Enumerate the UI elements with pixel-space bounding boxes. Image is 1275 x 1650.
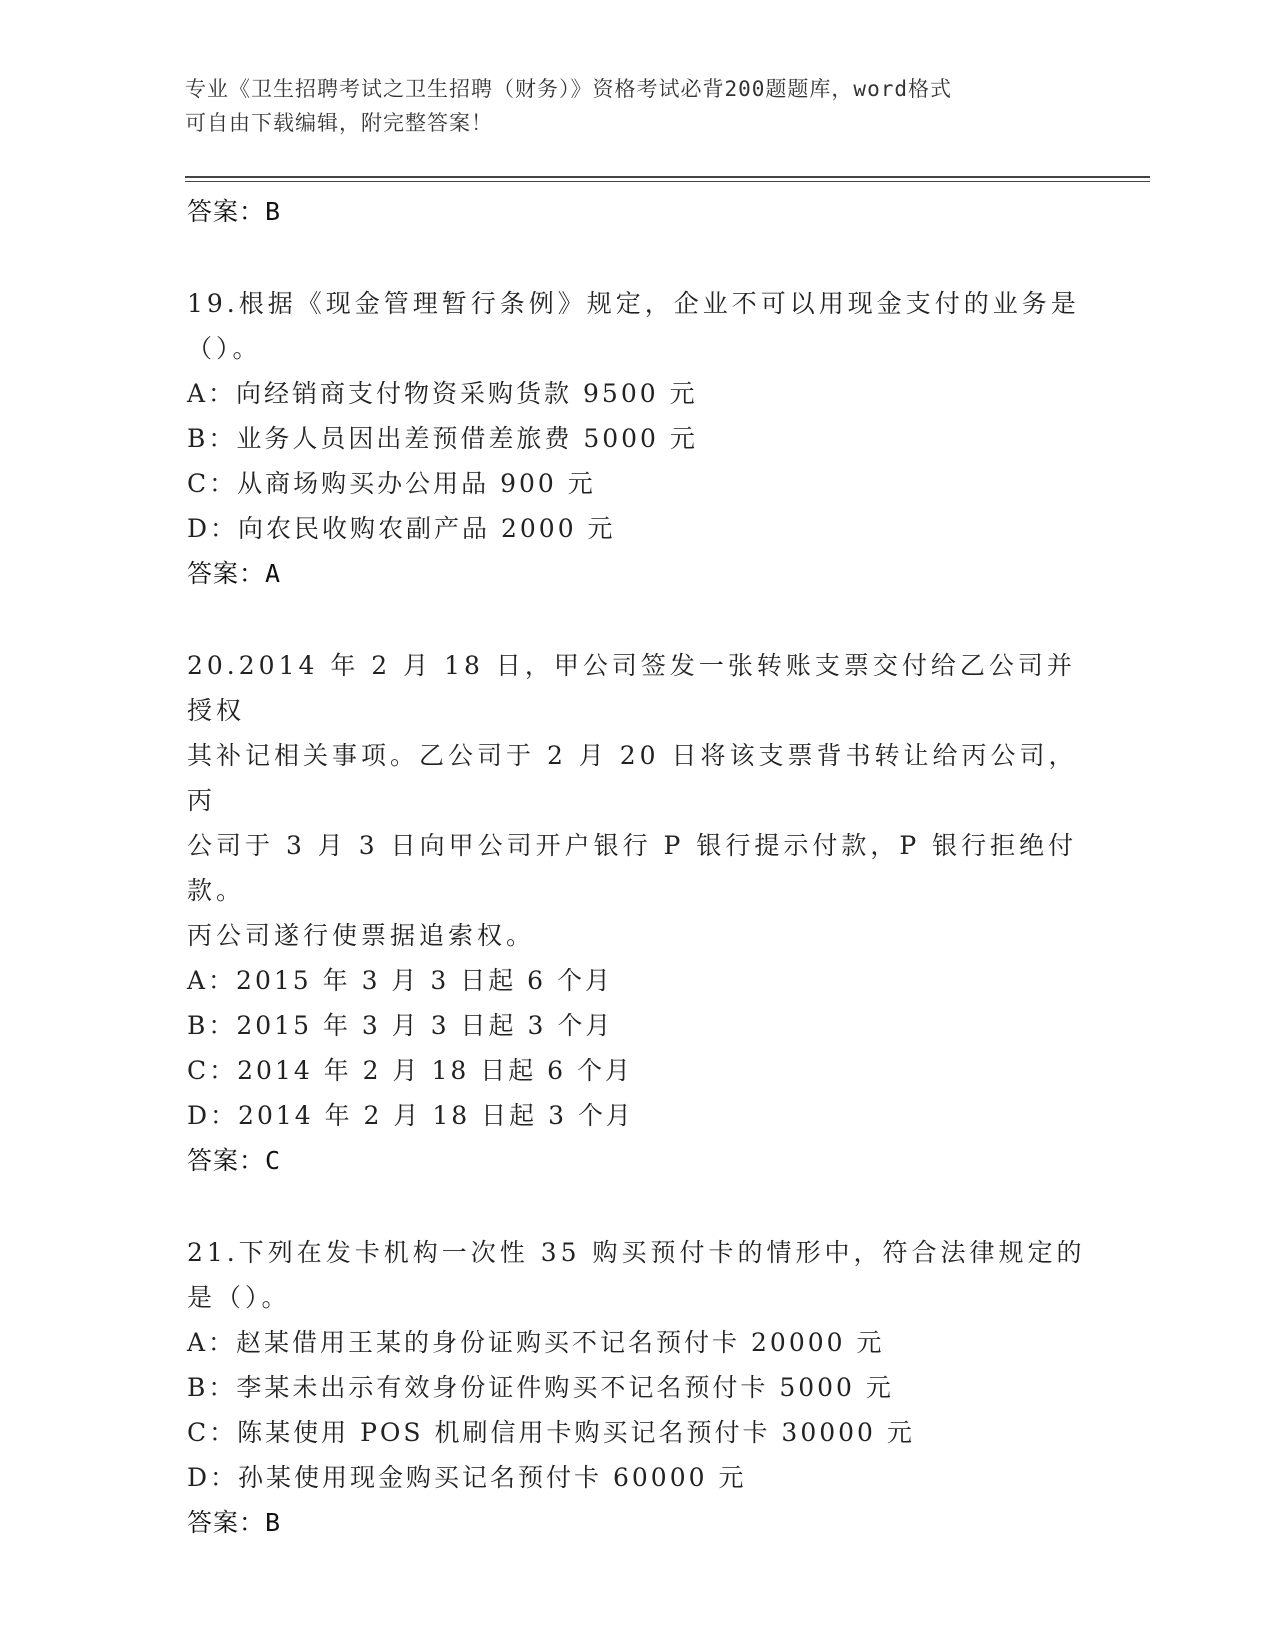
question-20 bbox=[187, 643, 1087, 1183]
option-a: A：2015 年 3 月 3 日起 6 个月 bbox=[187, 966, 614, 995]
option-c: C：陈某使用 POS 机刷信用卡购买记名预付卡 30000 元 bbox=[187, 1418, 915, 1447]
question-list bbox=[187, 189, 1087, 1545]
question-21 bbox=[187, 1230, 1087, 1545]
option-b: B：李某未出示有效身份证件购买不记名预付卡 5000 元 bbox=[187, 1373, 894, 1402]
option-d: D：孙某使用现金购买记名预付卡 60000 元 bbox=[187, 1463, 747, 1492]
stem-line: 19.根据《现金管理暂行条例》规定，企业不可以用现金支付的业务是 bbox=[187, 289, 1080, 318]
option-a: A：向经销商支付物资采购货款 9500 元 bbox=[187, 379, 698, 408]
option-d: D：2014 年 2 月 18 日起 3 个月 bbox=[187, 1101, 634, 1130]
header-line-2: 可自由下载编辑，附完整答案！ bbox=[185, 111, 493, 135]
previous-answer: 答案：B bbox=[187, 197, 282, 226]
stem-line: 20.2014 年 2 月 18 日，甲公司签发一张转账支票交付给乙公司并授权 bbox=[187, 651, 1076, 725]
stem-line: 21.下列在发卡机构一次性 35 购买预付卡的情形中，符合法律规定的 bbox=[187, 1238, 1086, 1267]
option-c: C：2014 年 2 月 18 日起 6 个月 bbox=[187, 1056, 634, 1085]
option-b: B：2015 年 3 月 3 日起 3 个月 bbox=[187, 1011, 614, 1040]
header-line-1: 专业《卫生招聘考试之卫生招聘（财务）》资格考试必背200题题库，word格式 bbox=[185, 77, 952, 101]
document-header bbox=[185, 72, 1065, 140]
option-a: A：赵某借用王某的身份证购买不记名预付卡 20000 元 bbox=[187, 1328, 885, 1357]
stem-line: 丙公司遂行使票据追索权。 bbox=[187, 921, 536, 950]
question-19 bbox=[187, 281, 1087, 596]
header-divider-thin bbox=[185, 181, 1150, 182]
option-c: C：从商场购买办公用品 900 元 bbox=[187, 469, 596, 498]
stem-line: 其补记相关事项。乙公司于 2 月 20 日将该支票背书转让给丙公司，丙 bbox=[187, 741, 1078, 815]
stem-line: 公司于 3 月 3 日向甲公司开户银行 P 银行提示付款，P 银行拒绝付款。 bbox=[187, 831, 1078, 905]
question-stem bbox=[187, 643, 1087, 958]
answer: 答案：C bbox=[187, 1146, 282, 1175]
stem-line: （）。 bbox=[187, 334, 262, 363]
answer: 答案：A bbox=[187, 559, 282, 588]
option-d: D：向农民收购农副产品 2000 元 bbox=[187, 514, 616, 543]
stem-line: 是（）。 bbox=[187, 1283, 291, 1312]
question-stem bbox=[187, 1230, 1087, 1320]
question-stem bbox=[187, 281, 1087, 371]
answer: 答案：B bbox=[187, 1508, 282, 1537]
option-b: B：业务人员因出差预借差旅费 5000 元 bbox=[187, 424, 698, 453]
header-divider bbox=[185, 176, 1150, 178]
